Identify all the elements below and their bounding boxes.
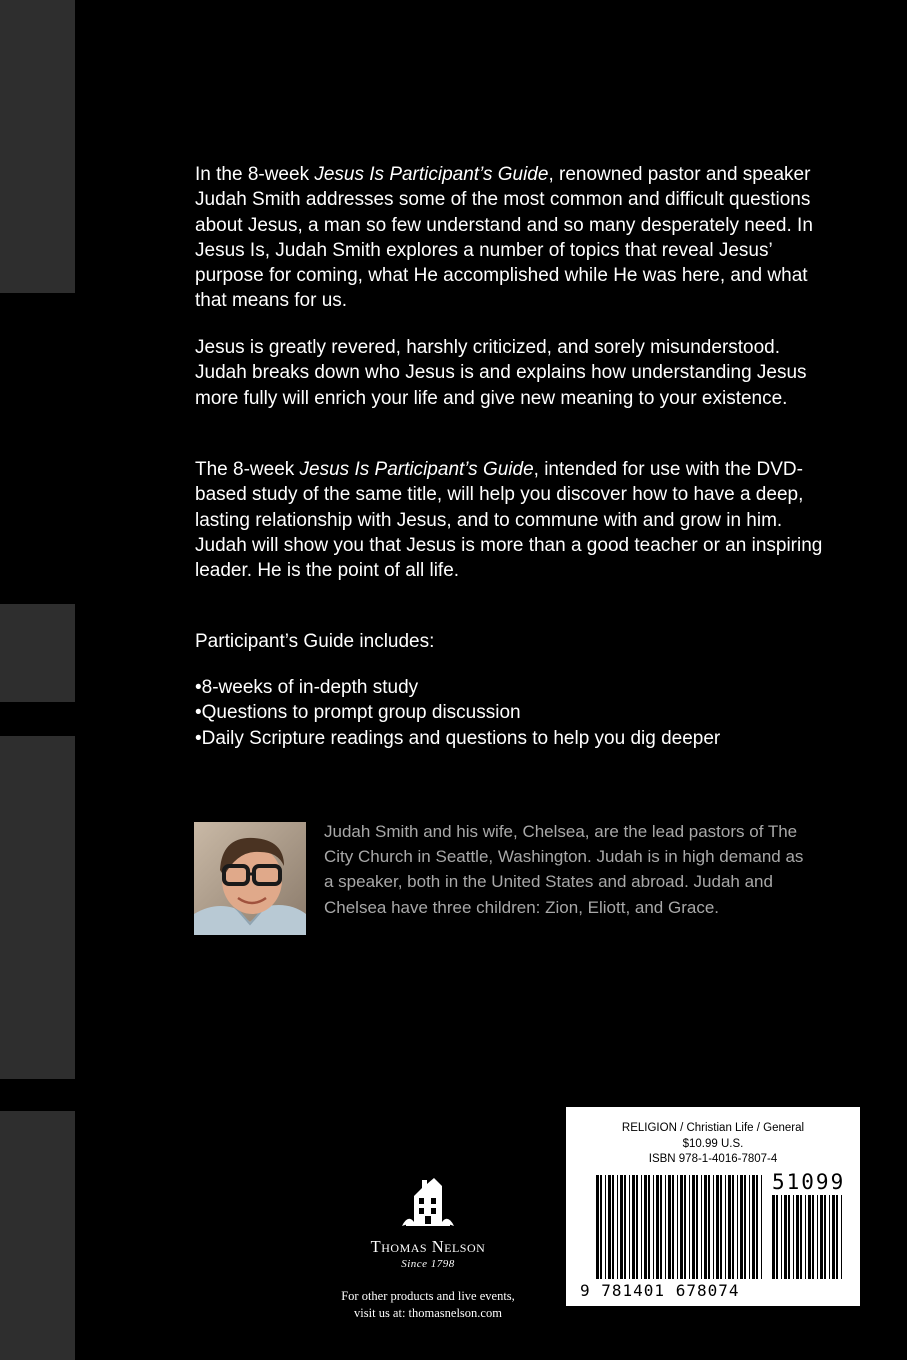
- includes-list: [195, 675, 835, 751]
- barcode-bar: [796, 1195, 799, 1279]
- publisher-logo: [400, 1172, 456, 1228]
- barcode-bar: [608, 1175, 611, 1279]
- description-paragraph-2: Jesus is greatly revered, harshly criticized, and sorely misunderstood. Judah breaks down who Jesus is and explains how understanding Jesus more fully will enrich your life and give new meaning to your existence.: [195, 337, 807, 409]
- barcode-bar: [732, 1175, 734, 1279]
- barcode-bar: [617, 1175, 618, 1279]
- barcode-bar: [793, 1195, 794, 1279]
- barcode-bar: [756, 1175, 758, 1279]
- barcode-bar: [720, 1175, 722, 1279]
- barcode-bar: [817, 1195, 818, 1279]
- spine-block-top: [0, 0, 75, 293]
- barcode-bar: [624, 1175, 626, 1279]
- barcode-bar: [841, 1195, 842, 1279]
- list-item: •8-weeks of in-depth study: [195, 677, 419, 698]
- author-bio: Judah Smith and his wife, Chelsea, are the lead pastors of The City Church in Seattle, Washington. Judah is in high demand as a speaker, both in the United States and abroad. Judah and Chelsea have three children: Zion, Eliott, and Grace.: [324, 822, 804, 917]
- barcode-bar: [808, 1195, 811, 1279]
- barcode-bar: [836, 1195, 838, 1279]
- barcode-bar: [656, 1175, 659, 1279]
- book-title: Jesus Is Participant’s Guide: [299, 459, 534, 480]
- barcode-meta: [566, 1121, 860, 1168]
- barcode-bar: [596, 1175, 599, 1279]
- list-item: •Daily Scripture readings and questions to help you dig deeper: [195, 727, 721, 749]
- barcode-bar: [713, 1175, 714, 1279]
- barcode-bar: [612, 1175, 614, 1279]
- includes-heading: Participant’s Guide includes:: [195, 631, 435, 652]
- price-code: 51099: [772, 1170, 846, 1194]
- barcode-bar: [696, 1175, 698, 1279]
- barcode-bar: [704, 1175, 707, 1279]
- isbn-label: ISBN 978-1-4016-7807-4: [648, 1153, 778, 1165]
- barcode-bar: [644, 1175, 647, 1279]
- addon-barcode: [772, 1195, 844, 1279]
- barcode-bar: [708, 1175, 710, 1279]
- ean-digits: 9 781401 678074: [580, 1281, 740, 1300]
- barcode-bar: [776, 1195, 778, 1279]
- barcode-bar: [680, 1175, 683, 1279]
- barcode-bar: [772, 1195, 775, 1279]
- barcode-bar: [829, 1195, 830, 1279]
- barcode-bar: [692, 1175, 695, 1279]
- barcode-bar: [832, 1195, 835, 1279]
- barcode-bar: [653, 1175, 654, 1279]
- barcode-bar: [781, 1195, 782, 1279]
- barcode-bar: [641, 1175, 642, 1279]
- barcode-bar: [629, 1175, 630, 1279]
- barcode-bar: [784, 1195, 787, 1279]
- barcode-bar: [668, 1175, 671, 1279]
- price-label: $10.99 U.S.: [682, 1137, 744, 1150]
- barcode-bar: [788, 1195, 790, 1279]
- barcode-bar: [749, 1175, 750, 1279]
- barcode-bar: [805, 1195, 806, 1279]
- barcode-bar: [824, 1195, 826, 1279]
- list-item: •Questions to prompt group discussion: [195, 702, 521, 724]
- barcode-bar: [812, 1195, 814, 1279]
- barcode-bar: [660, 1175, 662, 1279]
- barcode-box: [566, 1107, 860, 1306]
- barcode-bar: [672, 1175, 674, 1279]
- barcode-bar: [689, 1175, 690, 1279]
- barcode-bar: [728, 1175, 731, 1279]
- barcode-bar: [737, 1175, 738, 1279]
- barcode-bar: [716, 1175, 719, 1279]
- barcode-bar: [620, 1175, 623, 1279]
- barcode-bar: [761, 1175, 762, 1279]
- author-photo: [194, 822, 306, 935]
- barcode-bar: [600, 1175, 602, 1279]
- barcode-bar: [744, 1175, 746, 1279]
- barcode-bar: [605, 1175, 606, 1279]
- publisher-since: Since 1798: [401, 1258, 455, 1270]
- barcode-bar: [800, 1195, 802, 1279]
- barcode-bar: [665, 1175, 666, 1279]
- publisher-name: Thomas Nelson: [370, 1237, 486, 1256]
- barcode-bar: [725, 1175, 726, 1279]
- publisher-visit: For other products and live events, visit us at: thomasnelson.com: [341, 1289, 515, 1320]
- spine-block-bottom: [0, 1111, 75, 1360]
- description-paragraph-1: In the 8-week Jesus Is Participant’s Guide, renowned pastor and speaker Judah Smith addresses some of the most common and difficult questions about Jesus, a man so few understand and so many desperately need. In Jesus Is, Judah Smith explores a number of topics that reveal Jesus’ purpose for coming, what He accomplished while He was here, and what that means for us.: [195, 164, 813, 312]
- barcode-bar: [740, 1175, 743, 1279]
- publisher-block: [328, 1172, 528, 1322]
- barcode-bar: [636, 1175, 638, 1279]
- description-paragraph-3: The 8-week Jesus Is Participant’s Guide, intended for use with the DVD-based study of the same title, will help you discover how to have a deep, lasting relationship with Jesus, and to commune with and grow in him. Judah will show you that Jesus is more than a good teacher or an inspiring leader. He is the point of all life.: [195, 459, 823, 582]
- spine-block-middle: [0, 604, 75, 702]
- barcode-bar: [752, 1175, 755, 1279]
- barcode-bar: [677, 1175, 678, 1279]
- barcode-bar: [701, 1175, 702, 1279]
- barcode-bar: [632, 1175, 635, 1279]
- barcode-bar: [820, 1195, 823, 1279]
- barcode-bar: [648, 1175, 650, 1279]
- barcode-bar: [684, 1175, 686, 1279]
- category-label: RELIGION / Christian Life / General: [621, 1122, 805, 1134]
- ean-barcode: [596, 1175, 766, 1279]
- spine-block-lower: [0, 736, 75, 1079]
- book-title: Jesus Is Participant’s Guide: [314, 164, 549, 185]
